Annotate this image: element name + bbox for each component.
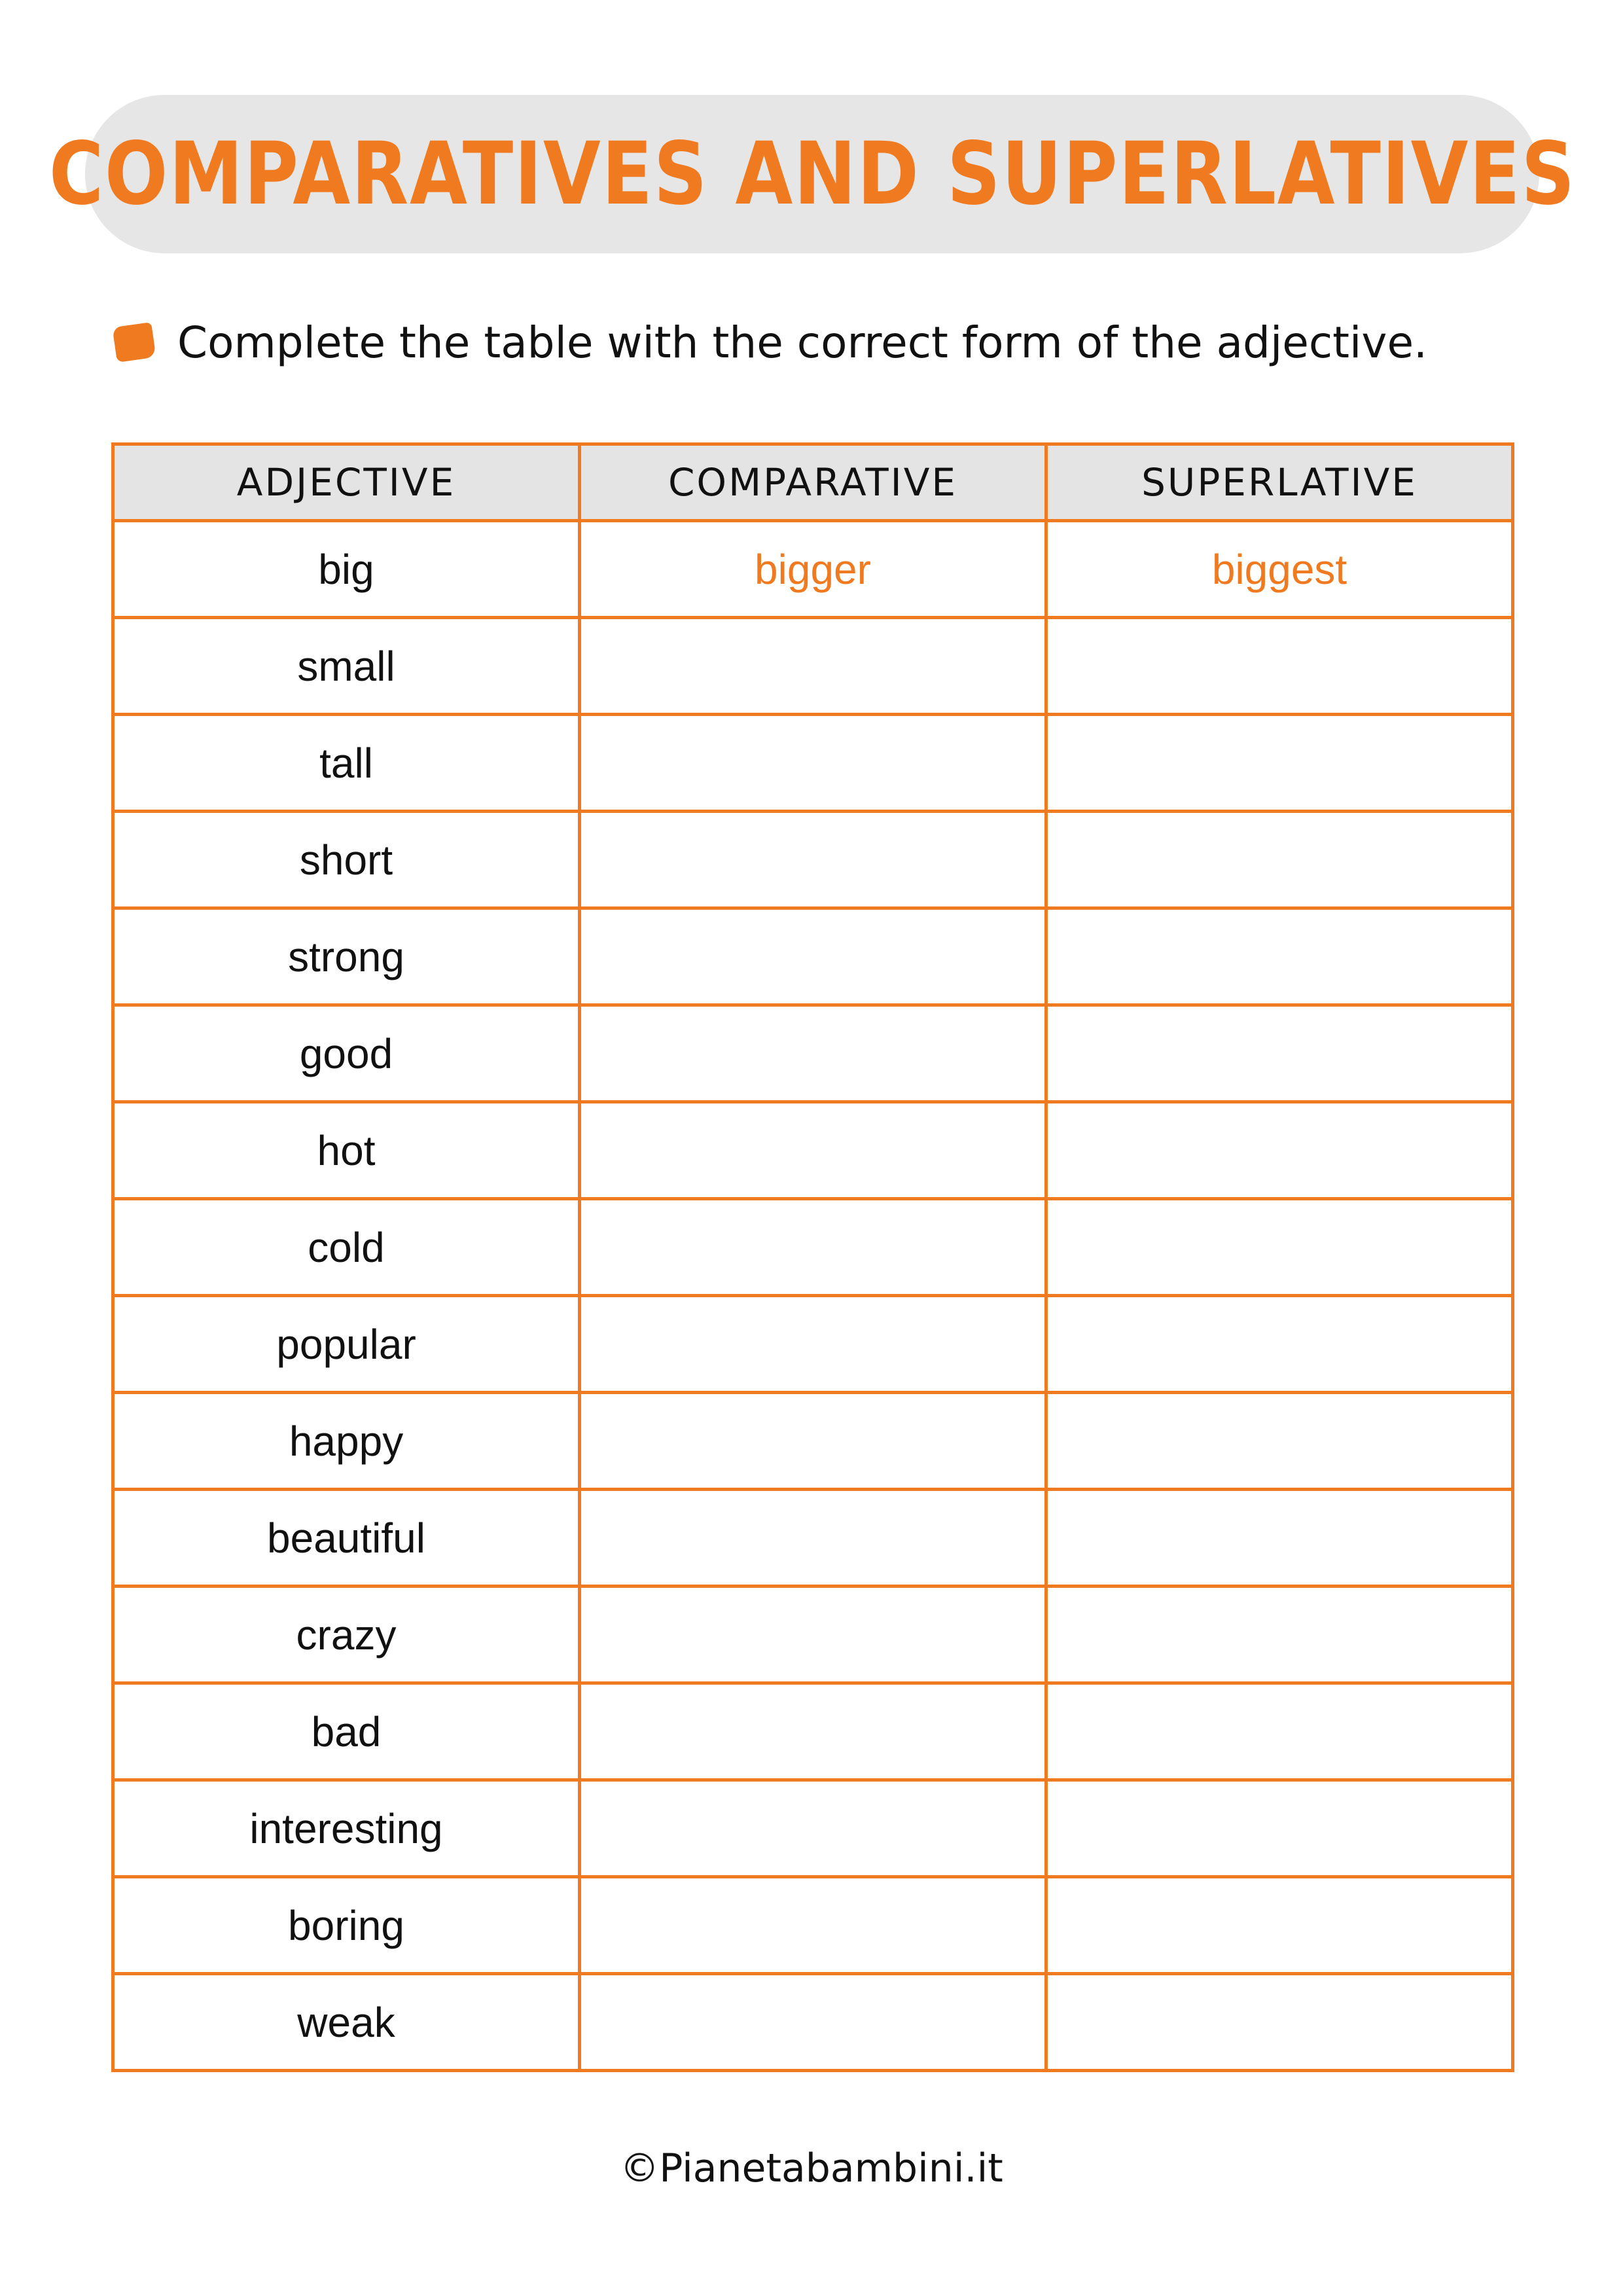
table-row	[113, 1683, 1513, 1780]
superlative-cell[interactable]	[1046, 1780, 1513, 1877]
table-row	[113, 1877, 1513, 1974]
table-row	[113, 1974, 1513, 2071]
table-row	[113, 908, 1513, 1005]
table-row	[113, 1199, 1513, 1296]
adjective-cell: popular	[113, 1296, 580, 1393]
table-row	[113, 1296, 1513, 1393]
comparative-cell[interactable]	[580, 812, 1046, 908]
adjective-cell: weak	[113, 1974, 580, 2071]
adjective-cell: crazy	[113, 1587, 580, 1683]
table-row	[113, 715, 1513, 812]
adjective-cell: bad	[113, 1683, 580, 1780]
header-comparative: COMPARATIVE	[580, 444, 1046, 521]
superlative-cell[interactable]	[1046, 1587, 1513, 1683]
superlative-cell[interactable]	[1046, 908, 1513, 1005]
comparative-cell[interactable]	[580, 1974, 1046, 2071]
comparative-cell[interactable]	[580, 1199, 1046, 1296]
comparative-cell[interactable]	[580, 908, 1046, 1005]
header-superlative: SUPERLATIVE	[1046, 444, 1513, 521]
table-row	[113, 1393, 1513, 1490]
table-body	[113, 521, 1513, 2071]
comparative-cell[interactable]	[580, 1490, 1046, 1587]
comparative-cell[interactable]: bigger	[580, 521, 1046, 618]
bullet-icon	[113, 322, 156, 363]
adjective-cell: good	[113, 1005, 580, 1102]
table-row	[113, 618, 1513, 715]
table-header-row	[113, 444, 1513, 521]
superlative-cell[interactable]	[1046, 1490, 1513, 1587]
comparative-cell[interactable]	[580, 1393, 1046, 1490]
superlative-cell[interactable]	[1046, 618, 1513, 715]
page-title: COMPARATIVES AND SUPERLATIVES	[48, 124, 1576, 224]
superlative-cell[interactable]	[1046, 1877, 1513, 1974]
adjective-cell: tall	[113, 715, 580, 812]
superlative-cell[interactable]	[1046, 1683, 1513, 1780]
header-adjective: ADJECTIVE	[113, 444, 580, 521]
comparative-cell[interactable]	[580, 1102, 1046, 1199]
comparative-cell[interactable]	[580, 1296, 1046, 1393]
adjective-cell: interesting	[113, 1780, 580, 1877]
title-banner	[48, 95, 1576, 253]
table-row	[113, 812, 1513, 908]
adjective-cell: short	[113, 812, 580, 908]
comparative-cell[interactable]	[580, 1683, 1046, 1780]
table-row	[113, 521, 1513, 618]
comparative-cell[interactable]	[580, 1587, 1046, 1683]
adjective-cell: strong	[113, 908, 580, 1005]
table-row	[113, 1490, 1513, 1587]
comparative-cell[interactable]	[580, 1005, 1046, 1102]
adjective-table	[111, 442, 1514, 2072]
table-row	[113, 1005, 1513, 1102]
superlative-cell[interactable]	[1046, 1199, 1513, 1296]
adjective-cell: small	[113, 618, 580, 715]
comparative-cell[interactable]	[580, 618, 1046, 715]
adjective-cell: hot	[113, 1102, 580, 1199]
table-row	[113, 1102, 1513, 1199]
superlative-cell[interactable]	[1046, 1102, 1513, 1199]
table-row	[113, 1587, 1513, 1683]
superlative-cell[interactable]	[1046, 715, 1513, 812]
superlative-cell[interactable]	[1046, 1393, 1513, 1490]
table-row	[113, 1780, 1513, 1877]
comparative-cell[interactable]	[580, 1877, 1046, 1974]
comparative-cell[interactable]	[580, 1780, 1046, 1877]
adjective-cell: boring	[113, 1877, 580, 1974]
adjective-cell: big	[113, 521, 580, 618]
adjective-cell: beautiful	[113, 1490, 580, 1587]
superlative-cell[interactable]	[1046, 1974, 1513, 2071]
adjective-cell: happy	[113, 1393, 580, 1490]
superlative-cell[interactable]	[1046, 1005, 1513, 1102]
superlative-cell[interactable]	[1046, 812, 1513, 908]
instruction	[115, 313, 1427, 372]
comparative-cell[interactable]	[580, 715, 1046, 812]
superlative-cell[interactable]	[1046, 1296, 1513, 1393]
instruction-text: Complete the table with the correct form of the adjective.	[177, 317, 1428, 368]
footer-copyright: ©Pianetabambini.it	[620, 2145, 1003, 2191]
adjective-cell: cold	[113, 1199, 580, 1296]
superlative-cell[interactable]: biggest	[1046, 521, 1513, 618]
